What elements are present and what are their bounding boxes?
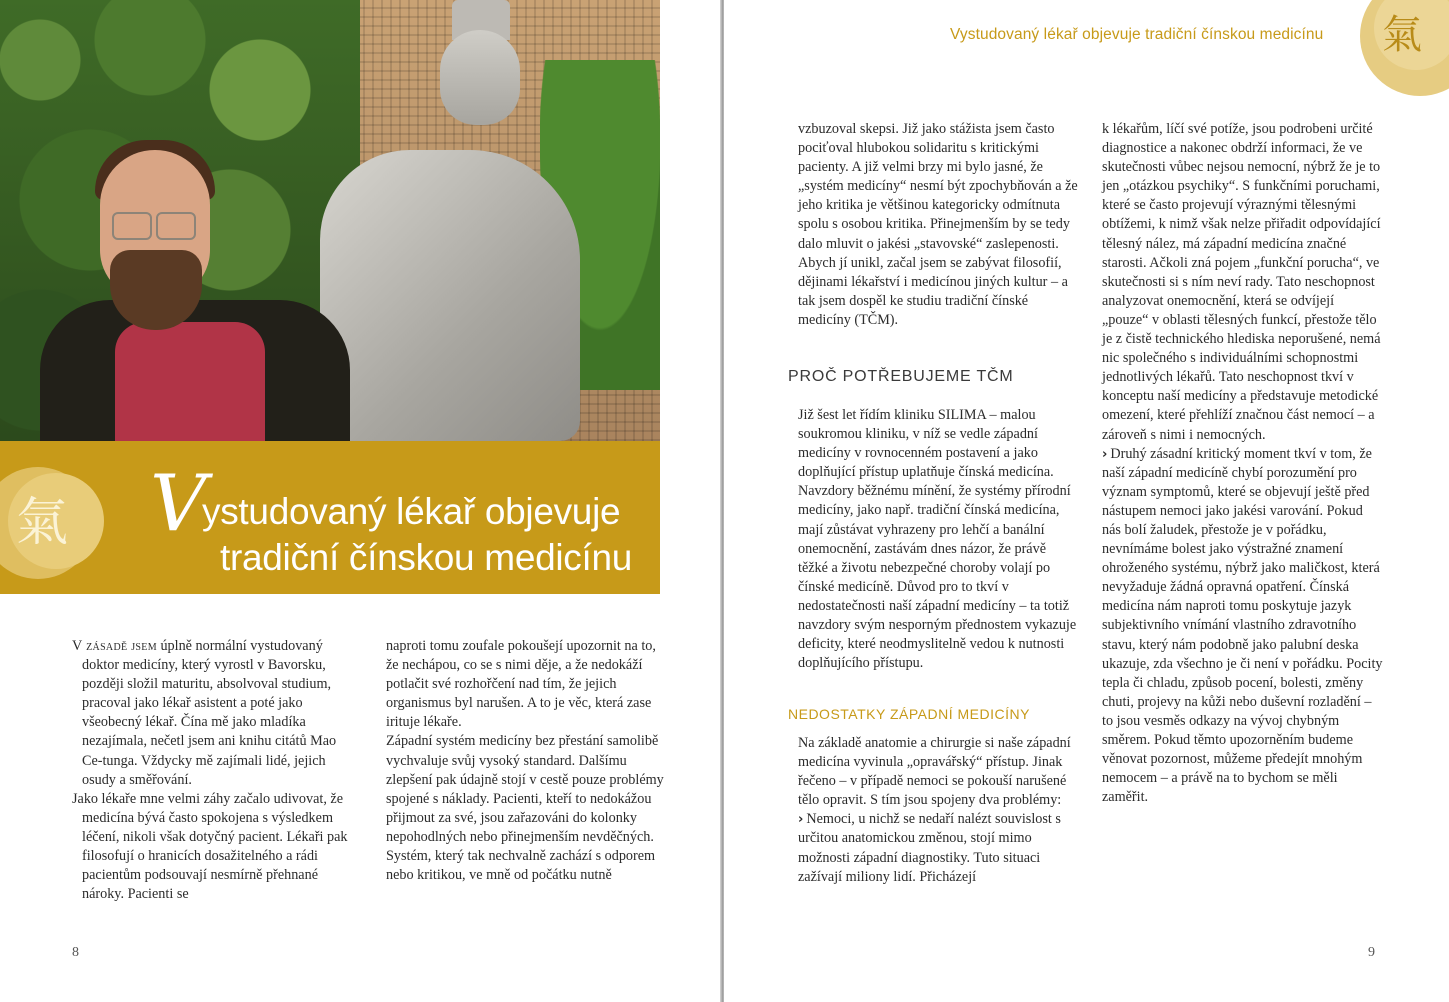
title-banner (0, 441, 660, 594)
paragraph: Západní systém medicíny bez přestání samolibě vychvaluje svůj vysoký standard. Dalšímu zlepšení pak údajně stojí v cestě pouze problémy spojené s náklady. Pacienti, kteří to nedokážou přijmout za své, jsou zařazováni do kolonky nepohodlných nebo přinejmenším nevděčných. Systém, který tak nechvalně zachází s odporem nebo kritikou, ve mně od počátku nutně (386, 733, 664, 884)
page-number-right: 9 (1368, 945, 1375, 960)
left-column-2 (386, 637, 671, 885)
qi-logo-icon (0, 467, 94, 579)
chevron-right-icon: › (1102, 446, 1108, 462)
photo-doctor-with-statue (0, 0, 660, 441)
title-initial: V (150, 459, 207, 549)
running-head: Vystudovaný lékař objevuje tradiční čínskou medicínu (950, 26, 1324, 43)
page-number-left: 8 (72, 945, 79, 960)
paragraph: k lékařům, líčí své potíže, jsou podrobeni určité diagnostice a nakonec obdrží informaci, že ve skutečnosti vůbec nejsou nemocní, nýbrž že je to jen „otázkou psychiky“. S funkčními poruchami, které se často projevují výraznými tělesnými obtížemi, k nimž však nelze přiřadit odpovídající tělesný nález, má západní medicína značné starosti. Ačkoli zná pojem „funkční porucha“, ve skutečnosti si s ním neví rady. Tato neschopnost analyzovat onemocnění, která se odvíjejí „pouze“ v oblasti tělesných funkcí, přestože tělo je z čistě technického hlediska neporušené, nemá nic společného s individuálními schopnostmi jednotlivých lékařů. Tato neschopnost tkví v konceptu naší medicíny a představuje metodické omezení, které přehlíží značnou část nemocí – a zároveň s nimi i nemocných. (1102, 121, 1381, 443)
section-heading-shortcomings: NEDOSTATKY ZÁPADNÍ MEDICÍNY (788, 706, 1030, 722)
qi-glyph: 氣 (16, 493, 69, 553)
paragraph: Jako lékaře mne velmi záhy začalo udivovat, že medicína bývá často spokojena s výsledkem léčení, nikoli však dotyčný pacient. Lékaři pak filosofují o hranicích dosažitelného a rádi pacientům podsouvají nesmírně přehnané nároky. Pacienti se (72, 790, 348, 903)
chevron-right-icon: › (798, 812, 804, 828)
title-line1: ystudovaný lékař objevuje (202, 491, 621, 532)
bullet-paragraph: › Druhý zásadní kritický moment tkví v tom, že naší západní medicíně chybí porozumění pro význam symptomů, které se objevují ještě před nástupem nemoci jako jakési varování. Pokud nás bolí žaludek, přestože je v pořádku, nevnímáme bolest jako výstražné znamení ohroženého systému, nýbrž jako maličkost, která nevyžaduje žádná opravná opatření. Čínská medicína nám naproti tomu poskytuje jazyk subjektivního vnímání vlastního zdravotního stavu, který nám podobně jako palubní deska ukazuje, zda všechno je či není v pořádku. Pocity tepla či chladu, způsob pocení, bolesti, změny chuti, projevy na kůži nebo duševní rozladění – to jsou vesměs odkazy na vývoj chybným směrem. Pokud těmto upozorněním budeme věnovat pozornost, můžeme předejít mnohým nemocem – a právě na to bychom se měli zaměřit. (1102, 445, 1383, 806)
right-column-2 (1102, 120, 1384, 807)
bullet-paragraph: › Nemoci, u nichž se nedaří nalézt souvislost s určitou anatomickou změnou, stojí mimo možnosti západní diagnostiky. Tuto situaci zažívají miliony lidí. Přicházejí (798, 811, 1061, 885)
right-column-1 (798, 120, 1078, 330)
paragraph: naproti tomu zoufale pokoušejí upozornit na to, že nechápou, co se s nimi děje, a že nedokáží potlačit své rozhořčení nad tím, že jejich organismus byl narušen. A to je věc, která zase irituje lékaře. (386, 638, 656, 731)
paragraph: Již šest let řídím kliniku SILIMA – malou soukromou kliniku, v níž se vedle západní medicíny v rovnocenném postavení a jako doplňující přístup uplatňuje čínská medicína. Navzdory běžnému mínění, že systémy přírodní medicíny, jako např. tradiční čínská medicína, mají zůstávat vyhrazeny pro lehčí a banální onemocnění, zastávám dnes názor, že právě těžké a životu nebezpečné choroby volají po čínské medicíně. Důvod pro to tkví v nedostatečnosti naší západní medicíny – ta totiž navzdory svým nesporným přednostem vykazuje deficity, které neodmyslitelně vedou k nutnosti doplňujícího přístupu. (798, 407, 1077, 672)
right-column-1-middle (798, 406, 1078, 673)
section-heading-why-tcm: PROČ POTŘEBUJEME TČM (788, 368, 1014, 385)
right-column-1-bottom (798, 734, 1078, 887)
lead-in: V zásadě jsem (72, 638, 157, 654)
left-page (0, 0, 722, 1002)
left-column-1 (72, 637, 357, 904)
qi-glyph: 氣 (1382, 12, 1422, 58)
right-page (724, 0, 1449, 1002)
paragraph: Na základě anatomie a chirurgie si naše západní medicína vyvinula „opravářský“ přístup. Jinak řečeno – v případě nemoci se pokouší narušené tělo opravit. S tím jsou spojeny dva problémy: (798, 735, 1071, 809)
qi-corner-logo-icon (1360, 0, 1449, 96)
chapter-title (150, 459, 650, 581)
paragraph: vzbuzoval skepsi. Již jako stážista jsem často pociťoval hlubokou solidaritu s kritickými pacienty. A již velmi brzy mi bylo jasné, že „systém medicíny“ nesmí být zpochybňován a že jeho kritika je většinou kategoricky odmítnuta spolu s osobou kritika. Přinejmenším by se tedy dalo mluvit o jakési „stavovské“ zaslepenosti. Abych jí unikl, začal jsem se zabývat filosofií, dějinami lékařství i medicínou jiných kultur – a tak jsem dospěl ke studiu tradiční čínské medicíny (TČM). (798, 121, 1078, 328)
title-line2: tradiční čínskou medicínu (220, 537, 633, 578)
paragraph: V zásadě jsem úplně normální vystudovaný doktor medicíny, který vyrostl v Bavorsku, později složil maturitu, absolvoval studium, pracoval jako lékař asistent a poté jako všeobecný lékař. Čína mě jako mladíka nezajímala, nečetl jsem ani knihu citátů Mao Ce-tunga. Vždycky mě zajímali lidé, jejich osudy a směřování. (72, 638, 337, 788)
